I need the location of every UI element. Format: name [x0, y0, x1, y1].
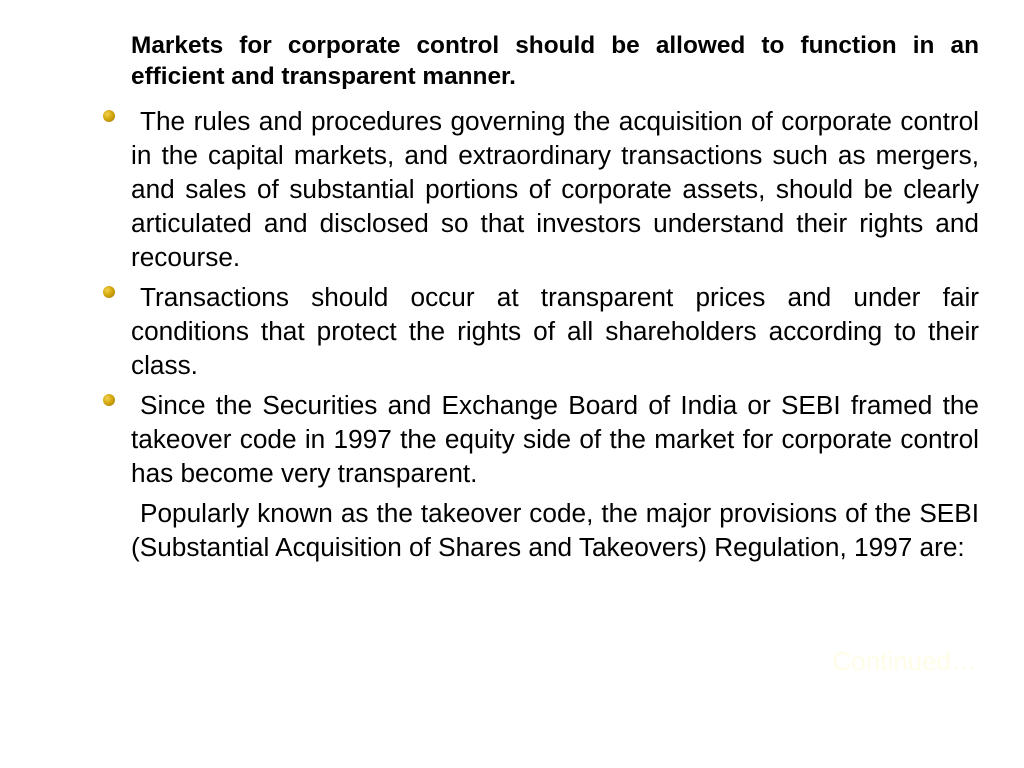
bullet-text: The rules and procedures governing the acquisition of corporate control in the capital markets, and extraordinary transactions such as mergers, and sales of substantial portions of corporate assets, should be clearly articulated and disclosed so that investors understand their rights and recourse.	[131, 106, 979, 272]
slide-heading: Markets for corporate control should be allowed to function in an efficient and transparent manner.	[131, 32, 979, 90]
slide-content	[131, 30, 979, 570]
bullet-item	[131, 104, 979, 274]
bullet-text: Since the Securities and Exchange Board of India or SEBI framed the takeover code in 1997 the equity side of the market for corporate control has become very transparent.	[131, 390, 979, 488]
continued-label: Continued…	[832, 646, 977, 676]
bullet-dot-icon	[103, 110, 115, 122]
bullet-text: Transactions should occur at transparent prices and under fair conditions that protect the rights of all shareholders according to their class.	[131, 282, 979, 380]
closing-paragraph: Popularly known as the takeover code, the major provisions of the SEBI (Substantial Acquisition of Shares and Takeovers) Regulation, 1997 are:	[131, 498, 979, 562]
bullet-dot-icon	[103, 394, 115, 406]
bullet-item	[131, 280, 979, 382]
bullet-item	[131, 388, 979, 490]
bullet-dot-icon	[103, 286, 115, 298]
